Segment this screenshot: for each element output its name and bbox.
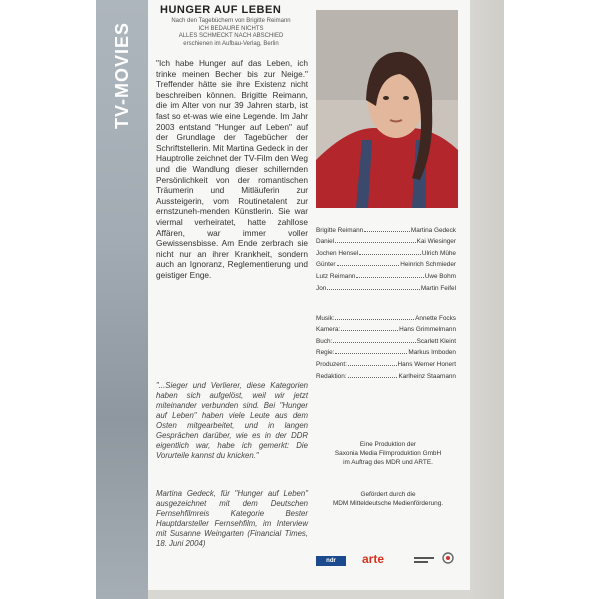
subtitle-line: ALLES SCHMECKT NACH ABSCHIED: [178, 33, 284, 39]
production-line: im Auftrag des MDR und ARTE.: [343, 459, 433, 466]
logo-bar: [310, 550, 470, 570]
crew-row: Redaktion: Karlheinz Staamann: [316, 372, 456, 380]
subtitle-line: erschienen im Aufbau-Verlag, Berlin: [183, 40, 279, 47]
ndr-logo: ndr: [316, 556, 346, 566]
page-title: HUNGER AUF LEBEN: [160, 4, 282, 16]
funding-note: [318, 490, 458, 508]
funding-line: Gefördert durch die: [360, 491, 416, 498]
crew-row: Kamera: Hans Grimmelmann: [316, 326, 456, 334]
synopsis-paragraph: "Ich habe Hunger auf das Leben, ich trinke meinen Becher bis zur Neige." Treffender hätte sie ihre Existenz nicht beschreiben können. Brigitte Reimann, die im Alter von nur 39 Jahren starb, ist fast so et-was wie eine Legende. Im Jahr 2003 entstand "Hunger auf Leben" auf der Grundlage der Tagebücher der Schriftstellerin. Mit Martina Gedeck in der Hauptrolle zeichnet der TV-Film den Weg und die Wandlung dieser schillernden Persönlichkeit von der romantischen Träumerin und Mitläuferin zur Aussteigerin, vom Routinetalent zur ernstzuneh-menden Künstlerin. Sie war viermal verheiratet, hatte zahllose Affären, war immer voller Gewissensbisse. Am Ende zerbrach sie nicht nur an ihrer Krankheit, sondern auch an Ignoranz, Reglementierung und geistiger Enge.: [156, 58, 308, 280]
crew-list: [316, 310, 456, 380]
cast-row: Brigitte Reimann Martina Gedeck: [316, 226, 456, 234]
crew-row: Regie: Markus Imboden: [316, 349, 456, 357]
crew-row: Musik: Annette Focks: [316, 314, 456, 322]
subtitle-line: ICH BEDAURE NICHTS: [198, 25, 264, 32]
cast-row: Jon Martin Feifel: [316, 284, 456, 292]
mdm-logo-icon: [442, 552, 454, 564]
production-line: Saxonia Media Filmproduktion GmbH: [334, 450, 442, 457]
arte-logo: arte: [362, 552, 385, 566]
cast-list: [316, 222, 456, 292]
cast-row: Jochen Hensel Ulrich Mühe: [316, 249, 456, 257]
quote-attribution: Martina Gedeck, für "Hunger auf Leben" ausgezeichnet mit dem Deutschen Fernsehfilmreis Kategorie Bester Hauptdarsteller Fernsehfilm, im Interview mit Susanne Weingarten (Financial Times, 18. Juni 2004): [156, 489, 308, 548]
cast-row: Daniel Kai Wiesinger: [316, 238, 456, 246]
subtitle-line: Nach den Tagebüchern von Brigitte Reimann: [171, 18, 291, 24]
funding-line: MDM Mitteldeutsche Medienförderung.: [332, 500, 444, 507]
production-note: [318, 440, 458, 467]
page-shadow: [470, 0, 504, 599]
interview-quote: "...Sieger und Verlierer, diese Kategorien haben sich aufgelöst, weil wir jetzt miteinander verbunden sind. Bei "Hunger auf Leben" haben viele Leute aus dem Osten mitgearbeitet, und in langen Gesprächen darüber, wie es in der DDR eigentlich war, habe ich gemerkt: Die Vorurteile kannst du knicken.": [156, 381, 308, 460]
crew-row: Buch: Scarlett Kleint: [316, 337, 456, 345]
producer-logo-icon: [414, 556, 434, 564]
subtitle-block: [150, 18, 312, 48]
cast-row: Günter Heinrich Schmieder: [316, 261, 456, 269]
actress-portrait: [316, 10, 458, 208]
cast-row: Lutz Reimann Uwe Bohm: [316, 272, 456, 280]
production-line: Eine Produktion der: [359, 441, 417, 448]
strip-label: TV-MOVIES: [111, 21, 132, 129]
crew-row: Produzent: Hans Werner Honert: [316, 360, 456, 368]
